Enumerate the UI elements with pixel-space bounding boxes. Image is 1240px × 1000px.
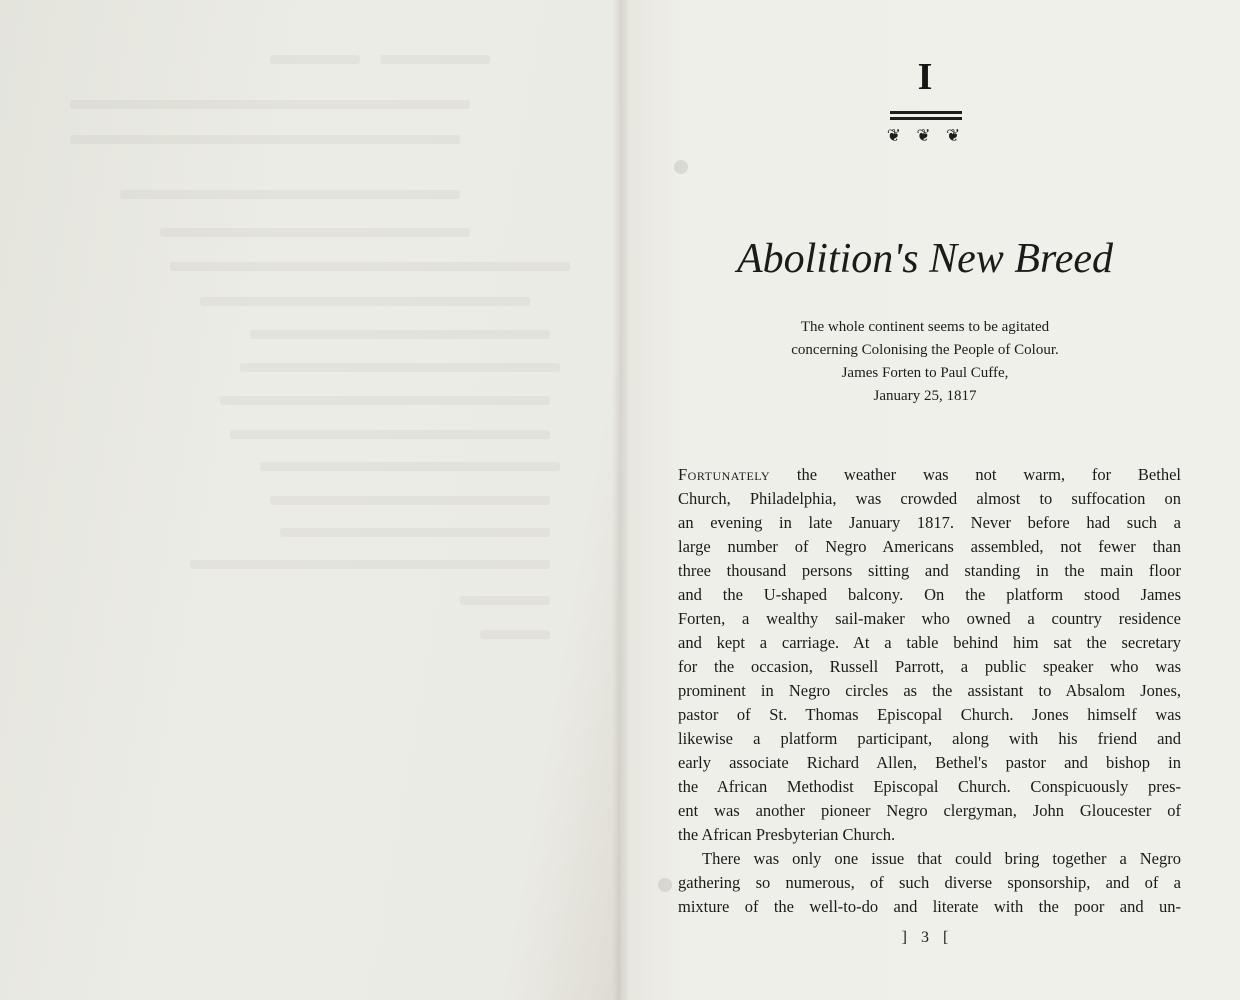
- chapter-rule-top: [890, 111, 962, 114]
- text-line: and the U-shaped balcony. On the platform stood James: [678, 585, 1181, 604]
- chapter-title: Abolition's New Breed: [736, 236, 1114, 282]
- page-number: ] 3 [: [901, 929, 949, 946]
- chapter-rule-bottom: [890, 117, 962, 120]
- text-line: for the occasion, Russell Parrott, a public speaker who was: [678, 657, 1181, 676]
- text-line: likewise a platform participant, along with his friend and: [678, 729, 1181, 748]
- epigraph-quote-line: concerning Colonising the People of Colour.: [791, 342, 1059, 358]
- epigraph-quote-line: The whole continent seems to be agitated: [800, 319, 1050, 335]
- text-line: There was only one issue that could bring together a Negro: [702, 849, 1181, 868]
- text-line: prominent in Negro circles as the assistant to Absalom Jones,: [678, 681, 1181, 700]
- book-gutter: [612, 0, 630, 1000]
- text-line: early associate Richard Allen, Bethel's pastor and bishop in: [678, 753, 1181, 772]
- text-line: pastor of St. Thomas Episcopal Church. Jones himself was: [678, 705, 1181, 724]
- text-line: gathering so numerous, of such diverse sponsorship, and of a: [678, 873, 1181, 892]
- epigraph-attribution: James Forten to Paul Cuffe,: [841, 365, 1009, 381]
- paragraph-2: [678, 847, 1181, 919]
- text-line: three thousand persons sitting and standing in the main floor: [678, 561, 1181, 580]
- epigraph: [700, 316, 1150, 408]
- fleuron-ornament: ❦ ❦ ❦: [886, 126, 966, 146]
- text-line: the African Presbyterian Church.: [678, 825, 896, 844]
- text-line: ent was another pioneer Negro clergyman, John Gloucester of: [678, 801, 1181, 820]
- paragraph-1: [678, 463, 1181, 847]
- text-line: large number of Negro Americans assembled, not fewer than: [678, 537, 1181, 556]
- chapter-body: [678, 463, 1181, 919]
- text-line: Forten, a wealthy sail-maker who owned a country residence: [678, 609, 1181, 628]
- epigraph-date: January 25, 1817: [873, 388, 977, 404]
- text-line: mixture of the well-to-do and literate with the poor and un-: [678, 897, 1181, 916]
- text-line: Fortunately the weather was not warm, for Bethel: [678, 465, 1181, 484]
- text-line: an evening in late January 1817. Never before had such a: [678, 513, 1181, 532]
- paper-spot: [674, 160, 688, 174]
- text-line: and kept a carriage. At a table behind him sat the secretary: [678, 633, 1181, 652]
- paper-spot: [658, 878, 672, 892]
- chapter-number: I: [917, 56, 933, 98]
- text-line: Church, Philadelphia, was crowded almost to suffocation on: [678, 489, 1181, 508]
- opening-word: Fortunately: [678, 465, 771, 484]
- text-line: the African Methodist Episcopal Church. Conspicuously pres-: [678, 777, 1181, 796]
